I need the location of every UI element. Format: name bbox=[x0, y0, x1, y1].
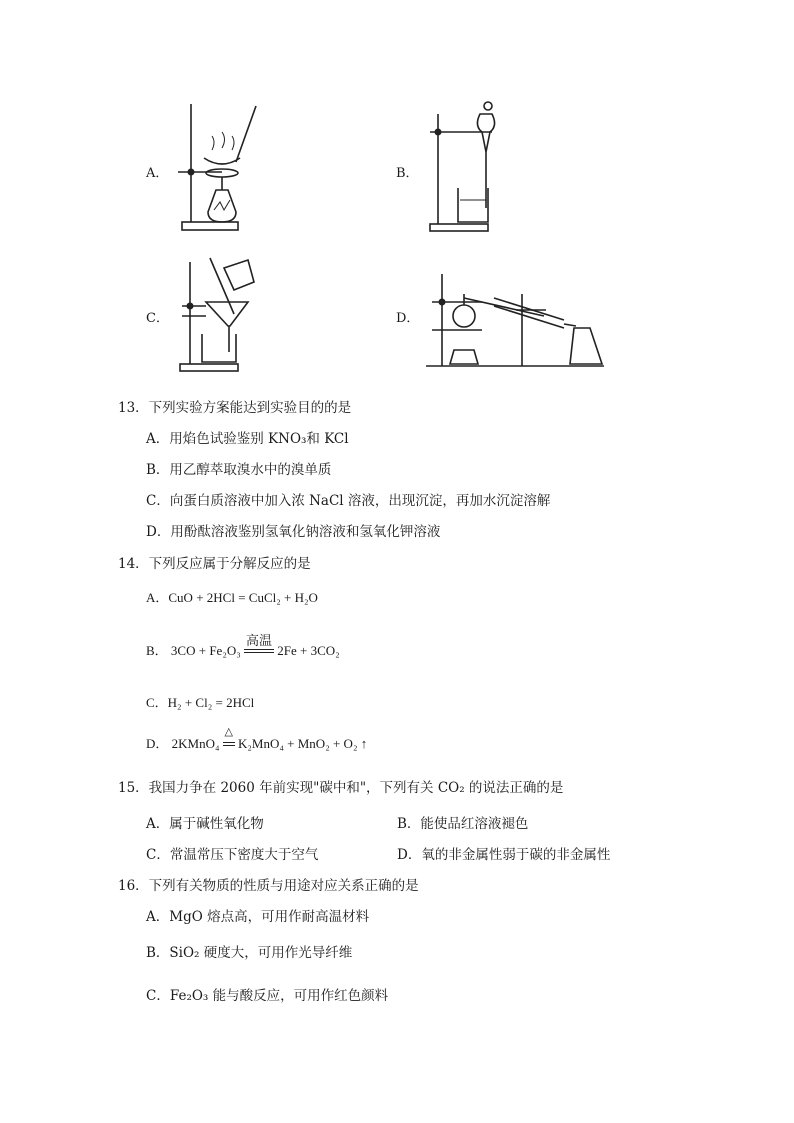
evaporation-apparatus-image bbox=[178, 100, 268, 235]
question-15-option-c: C．常温常压下密度大于空气 bbox=[146, 847, 319, 863]
question-14-option-c: C．H₂ + Cl₂ = 2HCl bbox=[146, 695, 255, 710]
question-16-option-c: C．Fe₂O₃ 能与酸反应，可用作红色颜料 bbox=[146, 988, 389, 1004]
question-16-option-b: B．SiO₂ 硬度大，可用作光导纤维 bbox=[146, 945, 353, 961]
question-15-option-b: B．能使品红溶液褪色 bbox=[397, 816, 529, 832]
question-14-option-b-label: B． bbox=[146, 643, 168, 658]
question-14-option-d-reactants: 2KMnO₄ bbox=[171, 736, 220, 751]
option-a-label: A． bbox=[146, 166, 169, 181]
question-15-stem: 15．我国力争在 2060 年前实现"碳中和"，下列有关 CO₂ 的说法正确的是 bbox=[118, 780, 564, 796]
question-14-option-d bbox=[146, 726, 368, 752]
question-14-option-b bbox=[146, 633, 340, 659]
question-14-option-a: A．CuO + 2HCl = CuCl₂ + H₂O bbox=[146, 590, 318, 605]
question-16-stem: 16．下列有关物质的性质与用途对应关系正确的是 bbox=[118, 878, 419, 894]
filtration-apparatus-image bbox=[178, 252, 273, 377]
question-14-option-d-label: D． bbox=[146, 736, 169, 751]
equals-line-bottom bbox=[244, 652, 274, 653]
option-b-label: B． bbox=[396, 166, 419, 181]
question-13-option-a: A．用焰色试验鉴别 KNO₃和 KCl bbox=[146, 431, 349, 447]
question-14-option-b-arrow bbox=[244, 633, 274, 658]
equals-line-bottom bbox=[223, 745, 235, 746]
question-16-option-a: A．MgO 熔点高，可用作耐高温材料 bbox=[146, 909, 370, 925]
question-15-option-d: D．氧的非金属性弱于碳的非金属性 bbox=[397, 847, 611, 863]
question-14-option-b-products: 2Fe + 3CO₂ bbox=[277, 643, 340, 658]
question-13-option-c: C．向蛋白质溶液中加入浓 NaCl 溶液，出现沉淀，再加水沉淀溶解 bbox=[146, 493, 551, 509]
question-14-stem: 14．下列反应属于分解反应的是 bbox=[118, 556, 311, 572]
question-14-option-d-products: K₂MnO₄ + MnO₂ + O₂ ↑ bbox=[238, 736, 368, 751]
distillation-apparatus-image bbox=[424, 254, 609, 374]
option-d-label: D． bbox=[396, 311, 420, 326]
question-14-option-b-reactants: 3CO + Fe₂O₃ bbox=[170, 643, 241, 658]
equals-line-top bbox=[244, 649, 274, 650]
question-14-option-d-arrow bbox=[223, 726, 235, 751]
separatory-funnel-apparatus-image bbox=[430, 96, 510, 236]
question-13-option-b: B．用乙醇萃取溴水中的溴单质 bbox=[146, 462, 332, 478]
question-14-option-b-condition: 高温 bbox=[246, 633, 273, 649]
equals-line-top bbox=[223, 742, 235, 743]
question-14-option-d-condition: △ bbox=[224, 726, 233, 739]
option-c-label: C． bbox=[146, 311, 169, 326]
question-13-option-d: D．用酚酞溶液鉴别氢氧化钠溶液和氢氧化钾溶液 bbox=[146, 524, 441, 540]
question-13-stem: 13．下列实验方案能达到实验目的的是 bbox=[118, 400, 352, 416]
question-15-option-a: A．属于碱性氧化物 bbox=[146, 816, 264, 832]
